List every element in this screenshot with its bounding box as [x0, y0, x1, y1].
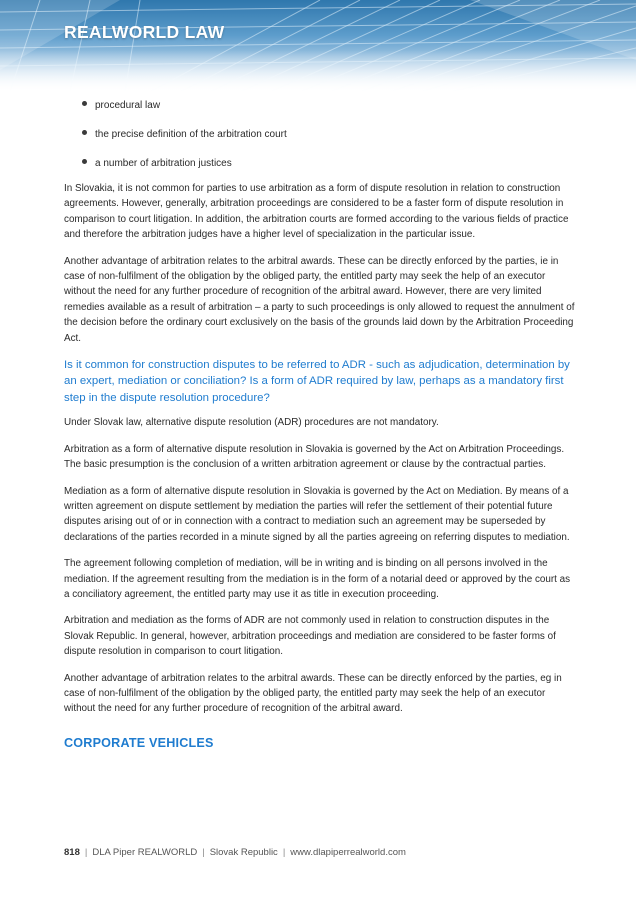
footer-country: Slovak Republic [209, 847, 278, 858]
building-glass-graphic [0, 0, 636, 92]
body-paragraph: Under Slovak law, alternative dispute resolution (ADR) procedures are not mandatory. [64, 417, 439, 429]
list-item-text: procedural law [95, 100, 161, 111]
list-item-text: the precise definition of the arbitration court [95, 129, 287, 140]
page-number: 818 [64, 847, 80, 858]
body-paragraph: Arbitration as a form of alternative dispute resolution in Slovakia is governed by the Act on Arbitration Proceedings. The basic presumption is the conclusion of a written arbitration agreement or clause by the contractual parties. [64, 443, 565, 471]
footer-publisher: DLA Piper REALWORLD [92, 847, 198, 858]
bullet-list [64, 100, 577, 170]
body-paragraph: In Slovakia, it is not common for parties to use arbitration as a form of dispute resolution in relation to construction agreements. However, generally, arbitration proceedings are considered to be a faster form of dispute resolution in comparison to court litigation. In addition, the arbitration courts are formed according to the various fields of practice and therefore the arbitration judges have a higher level of specialization in the particular issue. [64, 183, 569, 241]
footer-website-link[interactable]: www.dlapiperrealworld.com [290, 847, 406, 858]
page-content [64, 100, 577, 750]
footer-separator: | [282, 847, 286, 858]
list-item [64, 100, 577, 112]
body-paragraph: Arbitration and mediation as the forms of ADR are not commonly used in relation to construction disputes in the Slovak Republic. In general, however, arbitration proceedings and mediation are considered to be faster forms of dispute resolution in comparison to court litigation. [64, 615, 556, 658]
header-banner [0, 0, 636, 92]
list-item [64, 129, 577, 141]
body-paragraph: Mediation as a form of alternative dispute resolution in Slovakia is governed by the Act on Mediation. By means of a written agreement on dispute settlement by mediation the parties will refer the settlement of their potential future disputes arising out of or in connection with a contract to mediation such an agreement may be superseded by declarations of the parties recorded in a minute signed by all the parties agreeing on referring disputes to mediation. [64, 485, 570, 543]
list-item [64, 158, 577, 170]
question-heading: Is it common for construction disputes to be referred to ADR - such as adjudication, determination by an expert, mediation or conciliation? Is a form of ADR required by law, perhaps as a mandatory first step in the dispute resolution procedure? [64, 359, 570, 404]
list-item-text: a number of arbitration justices [95, 158, 232, 169]
bullet-icon [82, 159, 87, 164]
page-footer [64, 847, 406, 858]
body-paragraph: Another advantage of arbitration relates to the arbitral awards. These can be directly enforced by the parties, ie in case of non-fulfilment of the obligation by the obliged party, the entitled party may seek the help of an executor without the need for any further procedure of recognition of the arbitral award. However, there are very limited remedies available as a result of arbitration – a party to such proceedings is only allowed to request the annulment of the decision before the ordinary court exclusively on the basis of the grounds laid down by the Arbitration Proceeding Act. [64, 255, 575, 344]
bullet-icon [82, 130, 87, 135]
header-title: REALWORLD LAW [64, 22, 225, 42]
section-heading: CORPORATE VEHICLES [64, 735, 214, 750]
footer-separator: | [84, 847, 88, 858]
body-paragraph: The agreement following completion of mediation, will be in writing and is binding on all persons involved in the mediation. If the agreement resulting from the mediation is in the form of a notarial deed or approved by the court as a conciliatory agreement, the entitled party may use it as title in execution proceeding. [64, 558, 571, 600]
footer-separator: | [202, 847, 205, 858]
body-paragraph: Another advantage of arbitration relates to the arbitral awards. These can be directly enforced by the parties, eg in case of non-fulfilment of the obligation by the obliged party, the entitled party may seek the help of an executor without the need for any further procedure of recognition of the arbitral award. [64, 672, 562, 715]
bullet-icon [82, 101, 87, 106]
